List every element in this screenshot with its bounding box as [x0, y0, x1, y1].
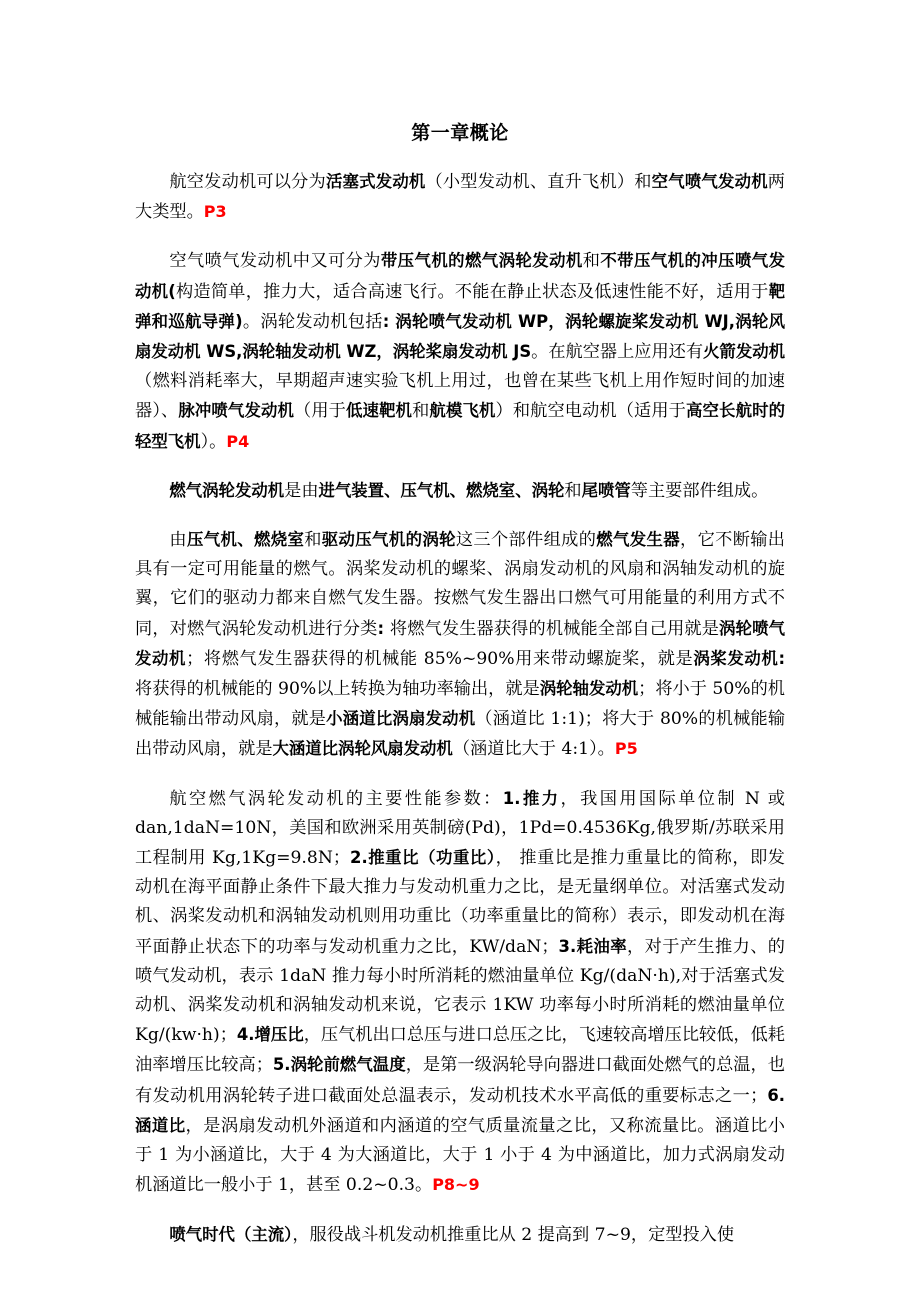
bold-term: 6.涵道比 [135, 1085, 785, 1135]
bold-term: 进气装置、压气机、燃烧室、涡轮 [318, 480, 565, 500]
body-text: （燃料消耗率大，早期超声速实验飞机上用过，也曾在某些飞机上用作短时间的加速器）、 [135, 371, 785, 422]
bold-term: 低速靶机 [345, 401, 413, 421]
body-text: 将获得的机械能的 90%以上转换为轴功率输出，就是 [135, 679, 540, 700]
bold-term: 4.增压比 [236, 1025, 304, 1045]
paragraph-2 [135, 246, 785, 456]
body-text: 空气喷气发动机中又可分为 [169, 251, 381, 272]
document-body [135, 0, 785, 1250]
bold-term: 活塞式发动机 [325, 172, 426, 191]
bold-term: 火箭发动机 [703, 342, 785, 362]
body-text: （小型发动机、直升飞机）和 [425, 172, 652, 192]
body-text: 航空燃气涡轮发动机的主要性能参数： [169, 788, 503, 809]
body-text: ；将燃气发生器获得的机械能 85%~90%用来带动螺旋桨，就是 [186, 648, 694, 669]
page-reference-marker: P3 [203, 202, 227, 222]
paragraph-1 [135, 167, 785, 227]
body-text: 和 [412, 401, 430, 422]
body-text: 等主要部件组成。 [630, 480, 769, 501]
body-text: 。在航空器上应用还有 [531, 342, 704, 363]
page-reference-marker: P8~9 [432, 1175, 480, 1195]
bold-term: : [778, 648, 785, 668]
bold-term: 大涵道比涡轮风扇发动机 [272, 739, 453, 759]
body-text: 两大类型。 [135, 172, 785, 223]
bold-term: 压气机、燃烧室 [186, 530, 305, 550]
body-text: ， 推重比是推力重量比的简称，即发动机在海平面静止条件下最大推力与发动机重力之比，是无量纲单位。对活塞式发动机、涡桨发动机和涡轴发动机则用功重比（功率重量比的简称）表示，即发动机在海平面静止状态下的功率与发动机重力之比，KW/daN； [135, 848, 785, 957]
bold-term: 涡轮轴发动机 [539, 679, 639, 699]
body-text: ，对于产生推力、的喷气发动机，表示 1daN 推力每小时所消耗的燃油量单位 Kg/(daN·h),对于活塞式发动机、涡桨发动机和涡轴发动机来说，它表示 1KW 功率每小时所消耗的燃油量单位 Kg/(kw·h)； [135, 936, 785, 1046]
bold-term: 尾喷管 [581, 480, 631, 500]
body-text: 和 [564, 480, 582, 501]
page-reference-marker: P5 [614, 739, 638, 759]
body-text: ，它不断输出具有一定可用能量的燃气。涡桨发动机的螺桨、涡扇发动机的风扇和涡轴发动机的旋翼，它们的驱动力都来自燃气发生器。按燃气发生器出口燃气可用能量的利用方式不同，对燃气涡轮发动机进行分类 [135, 530, 785, 639]
paragraph-6 [135, 1220, 785, 1250]
bold-term: 空气喷气发动机 [651, 172, 768, 191]
bold-term: 燃气发生器 [596, 530, 681, 550]
bold-term: 2.推重比（功重比） [350, 848, 496, 868]
body-text: 构造简单，推力大，适合高速飞行。不能在静止状态及低速性能不好，适用于 [175, 281, 769, 302]
body-text: 。涡轮发动机包括 [242, 311, 383, 332]
bold-term: : 涡轮喷气发动机 WP，涡轮螺旋桨发动机 WJ,涡轮风扇发动机 WS,涡轮轴发动机 WZ，涡轮桨扇发动机 JS [135, 311, 785, 362]
body-text: （涵道比 1:1)；将大于 80%的机械能输出带动风扇，就是 [135, 709, 786, 760]
paragraph-4 [135, 525, 785, 765]
bold-term: 1.推力 [502, 788, 561, 808]
bold-term: 喷气时代（主流） [169, 1224, 293, 1244]
bold-term: 不带压气机的冲压喷气发动机( [135, 251, 785, 301]
bold-term: 小涵道比涡扇发动机 [326, 709, 476, 729]
bold-term: 驱动压气机的涡轮 [321, 530, 456, 550]
body-text: ）。 [200, 431, 227, 452]
body-text: ，是第一级涡轮导向器进口截面处燃气的总温，也有发动机用涡轮转子进口截面处总温表示，发动机技术水平高低的重要标志之一； [135, 1055, 785, 1106]
body-text: 由 [169, 530, 187, 551]
bold-term: 涡桨发动机 [693, 648, 779, 668]
body-text: 和 [304, 530, 322, 551]
body-text: 和 [582, 251, 601, 272]
page-title: 第一章概论 [411, 122, 509, 144]
body-text: 这三个部件组成的 [455, 530, 597, 551]
body-text: 将燃气发生器获得的机械能全部自己用就是 [389, 618, 720, 639]
bold-term: 航模飞机 [429, 401, 496, 421]
paragraph-5 [135, 784, 785, 1201]
bold-term: 高空长航时的轻型飞机 [135, 401, 786, 451]
bold-term: 5.涡轮前燃气温度 [272, 1055, 406, 1075]
bold-term: 脉冲喷气发动机 [178, 401, 295, 421]
bold-term: 带压气机的燃气涡轮发动机 [380, 251, 583, 271]
body-text: 是由 [284, 480, 319, 501]
body-text: 航空发动机可以分为 [169, 172, 326, 192]
body-text: ，压气机出口总压与进口总压之比，飞速较高增压比较低，低耗油率增压比较高； [135, 1025, 785, 1076]
body-text: （用于 [294, 401, 346, 422]
bold-term: 3.耗油率 [558, 936, 627, 956]
body-text: ；将小于 50%的机械能输出带动风扇，就是 [135, 679, 785, 730]
body-text: ，是涡扇发动机外涵道和内涵道的空气质量流量之比，又称流量比。涵道比小于 1 为小涵道比，大于 4 为大涵道比，大于 1 小于 4 为中涵道比，加力式涡扇发动机涵道比一般小于 1，甚至 0.2~0.3。 [135, 1115, 785, 1196]
bold-term: 燃气涡轮发动机 [169, 480, 285, 500]
body-text: ，我国用国际单位制 N 或 dan,1daN=10N，美国和欧洲采用英制磅(Pd)，1Pd=0.4536Kg,俄罗斯/苏联采用工程制用 Kg,1Kg=9.8N； [135, 788, 785, 869]
bold-term: 涡轮喷气发动机 [135, 618, 785, 668]
page-reference-marker: P4 [226, 431, 250, 451]
body-text: （涵道比大于 4:1）。 [452, 739, 615, 760]
body-text: ，服役战斗机发动机推重比从 2 提高到 7~9，定型投入使 [292, 1224, 735, 1245]
body-text: ）和航空电动机（适用于 [495, 401, 687, 422]
bold-term: : [377, 618, 390, 638]
paragraph-3 [135, 476, 785, 506]
bold-term: 靶弹和巡航导弹) [135, 281, 785, 331]
